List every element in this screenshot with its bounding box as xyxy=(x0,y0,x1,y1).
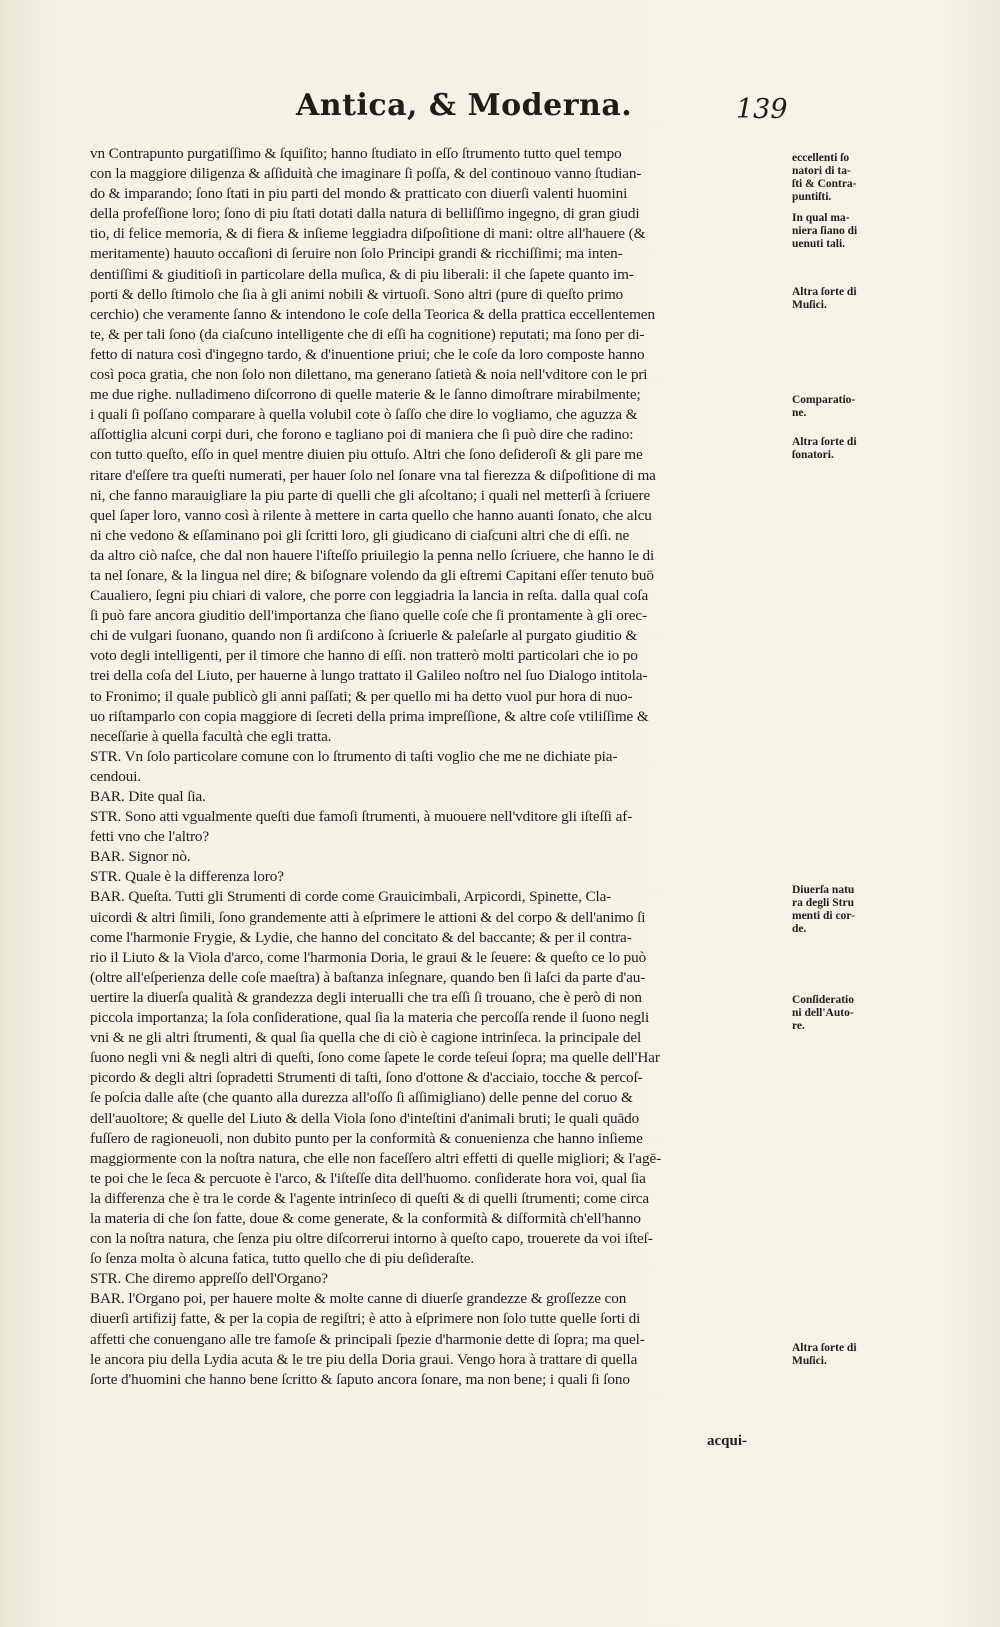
text-line: uertire la diuerſa qualità & grandezza degli interualli che tra eſſi ſi trouano, che è però di non xyxy=(90,988,642,1006)
text-line: vn Contrapunto purgatiſſimo & ſquiſito; hanno ſtudiato in eſſo ſtrumento tutto quel tempo xyxy=(90,145,622,162)
margin-note-line: Altra ſorte di xyxy=(792,1342,857,1354)
margin-note xyxy=(792,286,892,312)
text-line: to Fronimo; il quale publicò gli anni paſſati; & per quello mi ha detto vuol pur hora di nuo- xyxy=(90,687,633,705)
text-line: voto degli intelligenti, per il timore che hanno di eſſi. non tratterò molti particolari che io po xyxy=(90,647,638,665)
text-line: te, & per tali ſono (da ciaſcuno intelligente che di eſſi ha cognitione) reputati; ma ſono per di- xyxy=(90,325,645,343)
margin-note-line: In qual ma- xyxy=(792,212,850,224)
margin-note-line: Conſideratio xyxy=(792,994,854,1006)
text-line: come l'harmonie Frygie, & Lydie, che hanno del concitato & del baccante; & per il contra- xyxy=(90,928,632,946)
text-line: della profeſſione loro; ſono di piu ſtati dotati dalla natura di belliſſimo ingegno, di gran giudi xyxy=(90,205,640,223)
text-line: la differenza che è tra le corde & l'agente intrinſeco di queſti & di quelli ſtrumenti; come circa xyxy=(90,1189,649,1207)
page-header xyxy=(0,88,1000,144)
text-line: fuſſero de ragioneuoli, non dubito punto per la conformità & conuenienza che hanno inſieme xyxy=(90,1129,643,1147)
text-line: STR. Vn ſolo particolare comune con lo ſtrumento di taſti voglio che me ne dichiate pia- xyxy=(90,747,618,765)
text-line: quel ſaper loro, vanno così à rilente à mettere in carta quello che hanno auanti ſonato, che alcu xyxy=(90,506,652,524)
text-line: le ancora piu della Lydia acuta & le tre piu della Doria graui. Vengo hora à trattare di quella xyxy=(90,1350,638,1368)
margin-note-line: niera ſiano di xyxy=(792,225,858,237)
margin-note xyxy=(792,212,892,251)
text-line: STR. Sono atti vgualmente queſti due famoſi ſtrumenti, à muouere nell'vditore gli iſteſſi af- xyxy=(90,808,633,826)
margin-note xyxy=(792,436,892,462)
margin-note xyxy=(792,994,892,1033)
text-line: affetti che conuengano alle tre famoſe & principali ſpezie d'harmonie dette di ſopra; ma quel- xyxy=(90,1330,645,1348)
text-line: STR. Che diremo appreſſo dell'Organo? xyxy=(90,1270,328,1288)
margin-note-line: ſti & Contra- xyxy=(792,178,857,190)
text-line: (oltre all'eſperienza delle coſe maeſtra) à baſtanza inſegnare, quando ben ſi laſci da parte d'au- xyxy=(90,968,646,986)
text-line: ritare d'eſſere tra queſti numerati, per hauer ſolo nel ſonare vna tal fierezza & diſpoſitione di ma xyxy=(90,466,656,484)
margin-note-line: puntiſti. xyxy=(792,191,832,203)
margin-note-line: menti di cor- xyxy=(792,910,855,922)
margin-note-line: natori di ta- xyxy=(792,165,851,177)
text-line: do & imparando; ſono ſtati in piu parti del mondo & pratticato con diuerſi valenti huomini xyxy=(90,185,628,203)
text-line: tio, di felice memoria, & di fiera & inſieme leggiadra diſpoſitione di mani: oltre all'hauere (& xyxy=(90,225,646,243)
text-line: dell'auoltore; & quelle del Liuto & della Viola ſono d'inteſtini d'animali bruti; le quali quādo xyxy=(90,1109,640,1127)
margin-note-line: Muſici. xyxy=(792,299,827,311)
margin-note xyxy=(792,884,892,936)
margin-note xyxy=(792,394,892,420)
margin-note-line: ni dell'Auto- xyxy=(792,1007,854,1019)
text-line: uicordi & altri ſimili, ſono grandemente atti à eſprimere le attioni & del corpo & dell'animo ſi xyxy=(90,908,646,926)
text-line: così poca gratia, che non ſolo non dilettano, ma generano ſatietà & noia nell'vditore con le pri xyxy=(90,366,648,384)
text-line: BAR. Signor nò. xyxy=(90,848,191,866)
margin-note xyxy=(792,152,892,204)
text-line: ſo ſenza molta ò alcuna fatica, tutto quello che di piu deſideraſte. xyxy=(90,1250,475,1268)
text-line: STR. Quale è la differenza loro? xyxy=(90,868,284,886)
text-line: trei della coſa del Liuto, per hauerne à lungo trattato il Galileo noſtro nel ſuo Dialogo intitola- xyxy=(90,667,648,685)
margin-note-line: ne. xyxy=(792,407,807,419)
text-line: piccola importanza; la ſola conſideratione, qual ſia la materia che percoſſa rende il ſuono negli xyxy=(90,1009,650,1027)
margin-note-line: Altra ſorte di xyxy=(792,286,857,298)
margin-note-line: ra degli Stru xyxy=(792,897,854,909)
margin-note-line: re. xyxy=(792,1020,805,1032)
text-line: ſorte d'huomini che hanno bene ſcritto & ſaputo ancora ſonare, ma non bene; i quali ſi ſono xyxy=(90,1370,630,1388)
text-line: BAR. l'Organo poi, per hauere molte & molte canne di diuerſe grandezze & groſſezze con xyxy=(90,1290,627,1308)
text-line: fetto di natura così d'ingegno tardo, & d'inuentione priui; che le coſe da loro composte hanno xyxy=(90,345,645,363)
text-line: diuerſi artifizij fatte, & per la copia de regiſtri; è atto à eſprimere non ſolo tutte quelle ſorti di xyxy=(90,1310,641,1328)
text-line: con la noſtra natura, che ſenza piu oltre diſcorrerui intorno à queſto capo, trouerete da voi iſteſ- xyxy=(90,1230,653,1248)
text-line: meritamente) hauuto occaſioni di ſeruire non ſolo Principi grandi & ricchiſſimi; ma inten- xyxy=(90,245,623,263)
text-line: vni & ne gli altri ſtrumenti, & qual ſia quella che di ciò è cagione intrinſeca. la principale del xyxy=(90,1029,642,1047)
text-line: da altro ciò naſce, che dal non hauere l'iſteſſo priuilegio la penna nello ſcriuere, che hanno le di xyxy=(90,546,655,564)
margin-note-line: uenuti tali. xyxy=(792,238,846,250)
text-line: BAR. Dite qual ſia. xyxy=(90,788,206,805)
text-line: cerchio) che veramente ſanno & intendono le coſe della Teorica & della prattica eccellentemen xyxy=(90,305,655,323)
text-line: la materia di che ſon fatte, doue & come generate, & la conformità & diſformità ch'ell'hanno xyxy=(90,1209,641,1227)
margin-note-line: de. xyxy=(792,923,807,935)
text-line: aſſottiglia alcuni corpi duri, che forono e tagliano poi di maniera che ſi può dire che radino: xyxy=(90,426,634,444)
running-title: Antica, & Moderna. xyxy=(296,88,633,123)
text-line: te poi che le ſeca & percuote è l'arco, & l'iſteſſe dita dell'huomo. conſiderate hora voi, qual ſia xyxy=(90,1169,646,1187)
text-line: rio il Liuto & la Viola d'arco, come l'harmonia Doria, le graui & le ſeuere: & queſto ce lo può xyxy=(90,948,647,966)
page-number: 139 xyxy=(736,94,788,125)
text-line: chi de vulgari ſuonano, quando non ſi ardiſcono à ſcriuerle & paleſarle al purgato giuditio & xyxy=(90,627,638,645)
text-line: con tutto queſto, eſſo in quel mentre diuien piu ottuſo. Altri che ſono deſideroſi & gli pare me xyxy=(90,446,643,464)
text-line: BAR. Queſta. Tutti gli Strumenti di corde come Grauicimbali, Arpicordi, Spinette, Cla- xyxy=(90,888,612,906)
catchword: acqui- xyxy=(707,1433,748,1449)
text-line: fetti vno che l'altro? xyxy=(90,828,210,846)
text-line: ta nel ſonare, & la lingua nel dire; & biſognare volendo da gli eſtremi Capitani eſſer tenuto buō xyxy=(90,566,654,584)
margin-note-line: Muſici. xyxy=(792,1355,827,1367)
text-line: uo riſtamparlo con copia maggiore di ſecreti della prima impreſſione, & altre coſe vtiliſſime & xyxy=(90,707,649,725)
text-line: con la maggiore diligenza & aſſiduità che imaginare ſi poſſa, & del continouo vanno ſtudian- xyxy=(90,165,642,183)
margin-note-line: Comparatio- xyxy=(792,394,856,406)
text-line: picordo & degli altri ſopradetti Strumenti di taſti, ſono d'ottone & d'acciaio, tocche & percoſ- xyxy=(90,1069,643,1087)
text-line: ſi può fare ancora giuditio dell'importanza che ſiano quelle coſe che ſi prontamente à gli orec- xyxy=(90,607,647,625)
text-line: Caualiero, ſegni piu chiari di valore, che porre con leggiadria la lancia in reſta. dalla qual coſa xyxy=(90,587,649,605)
text-line: ſuono negli vni & negli altri di queſti, ſono come ſapete le corde teſeui ſopra; ma quelle dell'Har xyxy=(90,1049,660,1067)
text-line: me due righe. nulladimeno diſcorrono di quelle materie & le ſanno dimoſtrare mirabilmente; xyxy=(90,386,641,404)
text-line: neceſſarie à quella facultà che egli tratta. xyxy=(90,727,332,745)
margin-note-line: Altra ſorte di xyxy=(792,436,857,448)
text-line: ſe poſcia dalle aſte (che quanto alla durezza all'oſſo ſi aſſimigliano) delle penne del coruo & xyxy=(90,1089,633,1107)
text-line: maggiormente con la noſtra natura, che elle non faceſſero altri effetti di quelle migliori; & l'agē- xyxy=(90,1149,662,1167)
margin-note-line: Diuerſa natu xyxy=(792,884,855,896)
margin-note xyxy=(792,1342,892,1368)
text-line: cendoui. xyxy=(90,767,142,785)
text-line: i quali ſi poſſano comparare à quella volubil cote ò ſaſſo che dire lo vogliamo, che aguzza & xyxy=(90,406,638,424)
text-line: porti & dello ſtimolo che ſia à gli animi nobili & virtuoſi. Sono altri (pure di queſto primo xyxy=(90,285,624,303)
main-text-block xyxy=(90,144,785,1390)
text-line: ni che vedono & eſſaminano poi gli ſcritti loro, gli giudicano di ciaſcuni altri che di eſſi. ne xyxy=(90,526,630,544)
margin-note-line: eccellenti ſo xyxy=(792,152,850,164)
margin-note-line: ſonatori. xyxy=(792,449,834,461)
text-line: dentiſſimi & giuditioſi in particolare della muſica, & di piu liberali: il che ſapete quanto im- xyxy=(90,265,634,283)
text-line: ni, che fanno marauigliare la piu parte di quelli che gli aſcoltano; i quali nel metterſi à ſcriuere xyxy=(90,486,651,504)
